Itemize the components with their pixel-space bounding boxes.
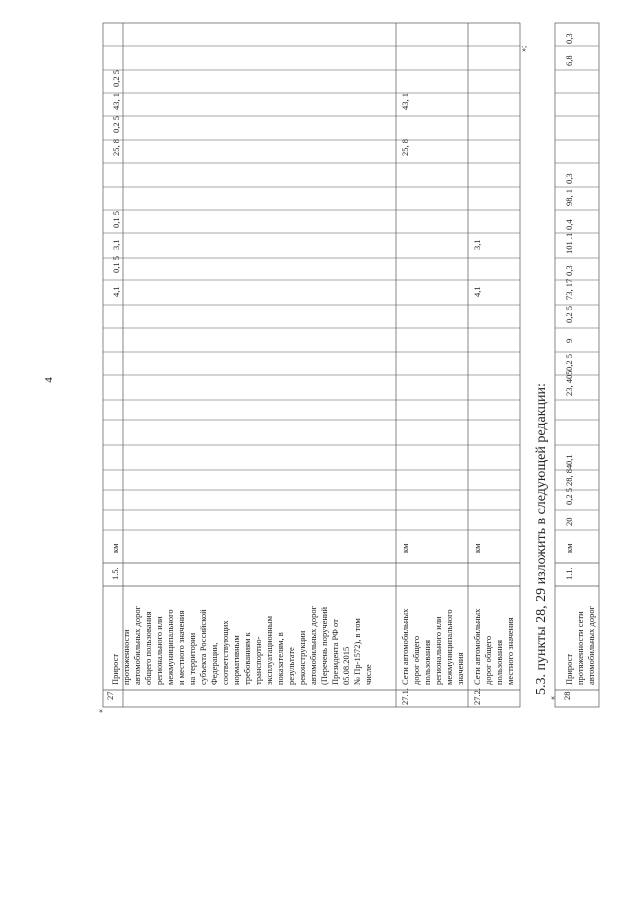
svg-text:на территории: на территории (187, 632, 197, 685)
svg-text:дорог общего: дорог общего (483, 635, 493, 685)
svg-text:регионального или: регионального или (433, 616, 443, 685)
row-28-num: 28 (562, 691, 572, 700)
svg-text:значения: значения (455, 652, 465, 685)
row-27-2-unit: км (472, 543, 482, 553)
svg-text:нормативным: нормативным (231, 635, 241, 685)
row-28-value: 0,2 5 (564, 488, 574, 505)
svg-text:пользования: пользования (422, 639, 432, 685)
row-27-value: 0,2 5 (111, 70, 121, 87)
row-27-value: 4,1 (111, 286, 121, 297)
row-27-1-unit: км (400, 543, 410, 553)
svg-text:Федерации,: Федерации, (209, 642, 219, 685)
svg-text:межмуниципального: межмуниципального (165, 609, 175, 685)
svg-text:Сети автомобильных: Сети автомобильных (472, 608, 482, 685)
svg-text:местного значения: местного значения (505, 617, 515, 685)
svg-text:05.08.2015: 05.08.2015 (341, 646, 351, 685)
row-28-value: 98, 1 (564, 189, 574, 206)
svg-text:транспортно-: транспортно- (253, 636, 263, 685)
svg-text:автомобильных дорог: автомобильных дорог (586, 605, 596, 685)
row-27-num: 27 (105, 691, 115, 700)
svg-text:реконструкции: реконструкции (297, 630, 307, 685)
row-28-value: 23, 405 (564, 370, 574, 396)
row-27-value: 43, 1 (111, 93, 121, 110)
row-27-name (110, 605, 373, 685)
close-quote-mark: »; (519, 45, 528, 52)
row-27-value: 0,1 5 (111, 256, 121, 273)
row-27-2-value: 4,1 (472, 286, 482, 297)
svg-text:Прирост: Прирост (564, 653, 574, 685)
row-27-value: 3,1 (111, 239, 121, 250)
row-28-code: 1.1. (564, 567, 574, 580)
svg-text:субъекта Российской: субъекта Российской (198, 609, 208, 685)
svg-text:требованиям к: требованиям к (242, 632, 252, 685)
row-27-value: 0,1 5 (111, 211, 121, 228)
row-27-unit: км (110, 543, 120, 553)
svg-text:Президента РФ от: Президента РФ от (330, 619, 340, 685)
svg-text:Прирост: Прирост (110, 653, 120, 685)
svg-text:соответствующих: соответствующих (220, 620, 230, 685)
svg-text:Сети автомобильных: Сети автомобильных (400, 608, 410, 685)
open-quote-mark-2: « (548, 696, 557, 700)
svg-text:№ Пр-1572), в том: № Пр-1572), в том (352, 618, 362, 685)
svg-text:общего пользования: общего пользования (143, 611, 153, 685)
row-27-2-num: 27.2. (472, 688, 482, 705)
svg-text:показателям, в: показателям, в (275, 632, 285, 685)
row-27-1-num: 27.1. (400, 688, 410, 705)
svg-text:протяженности: протяженности (121, 629, 131, 685)
row-27-value: 25, 8 (111, 139, 121, 156)
table-row-28 (562, 33, 596, 700)
row-28-unit: км (564, 543, 574, 553)
row-28-value: 9 (564, 338, 574, 343)
svg-text:результате: результате (286, 647, 296, 685)
row-28-value: 101 .1 (564, 232, 574, 254)
table-row-27-2 (472, 239, 515, 705)
row-27-1-value: 25, 8 (400, 139, 410, 156)
row-28-value: 0,3 (564, 265, 574, 276)
row-28-value: 0,1 (564, 454, 574, 465)
svg-text:автомобильных дорог: автомобильных дорог (308, 605, 318, 685)
row-27-code: 1.5. (110, 567, 120, 580)
svg-text:межмуниципального: межмуниципального (444, 609, 454, 685)
svg-text:эксплуатационным: эксплуатационным (264, 616, 274, 685)
row-28-value: 0,4 (564, 219, 574, 230)
row-28-value: 6,8 (564, 55, 574, 66)
page-number: 4 (43, 377, 55, 383)
row-28-value: 0,3 (564, 33, 574, 44)
svg-text:и местного значения: и местного значения (176, 610, 186, 685)
svg-text:числе: числе (363, 664, 373, 685)
svg-text:регионального или: регионального или (154, 616, 164, 685)
row-28-value: 0,3 (564, 173, 574, 184)
table-lower (555, 23, 599, 707)
row-28-value: 28, 84 (564, 464, 574, 486)
svg-text:протяженности сети: протяженности сети (575, 611, 585, 685)
svg-text:автомобильных дорог: автомобильных дорог (132, 605, 142, 685)
svg-text:пользования: пользования (494, 639, 504, 685)
row-27-1-value: 43, 1 (400, 93, 410, 110)
table-upper (103, 23, 520, 707)
row-27-value: 0,2 5 (111, 116, 121, 133)
row-28-value: 73, 17 (564, 278, 574, 300)
open-quote-mark: « (96, 709, 105, 713)
row-28-value: 0,2 5 (564, 306, 574, 323)
table-row-27 (105, 70, 373, 700)
section-heading: 5.3. пункты 28, 29 изложить в следующей редакции: (534, 383, 549, 695)
svg-text:дорог общего: дорог общего (411, 635, 421, 685)
row-28-value: 0,2 5 (564, 354, 574, 371)
row-27-2-value: 3,1 (472, 239, 482, 250)
table-row-27-1 (400, 93, 465, 705)
svg-text:(Перечень поручений: (Перечень поручений (319, 606, 329, 685)
row-28-value: 20 (564, 517, 574, 526)
